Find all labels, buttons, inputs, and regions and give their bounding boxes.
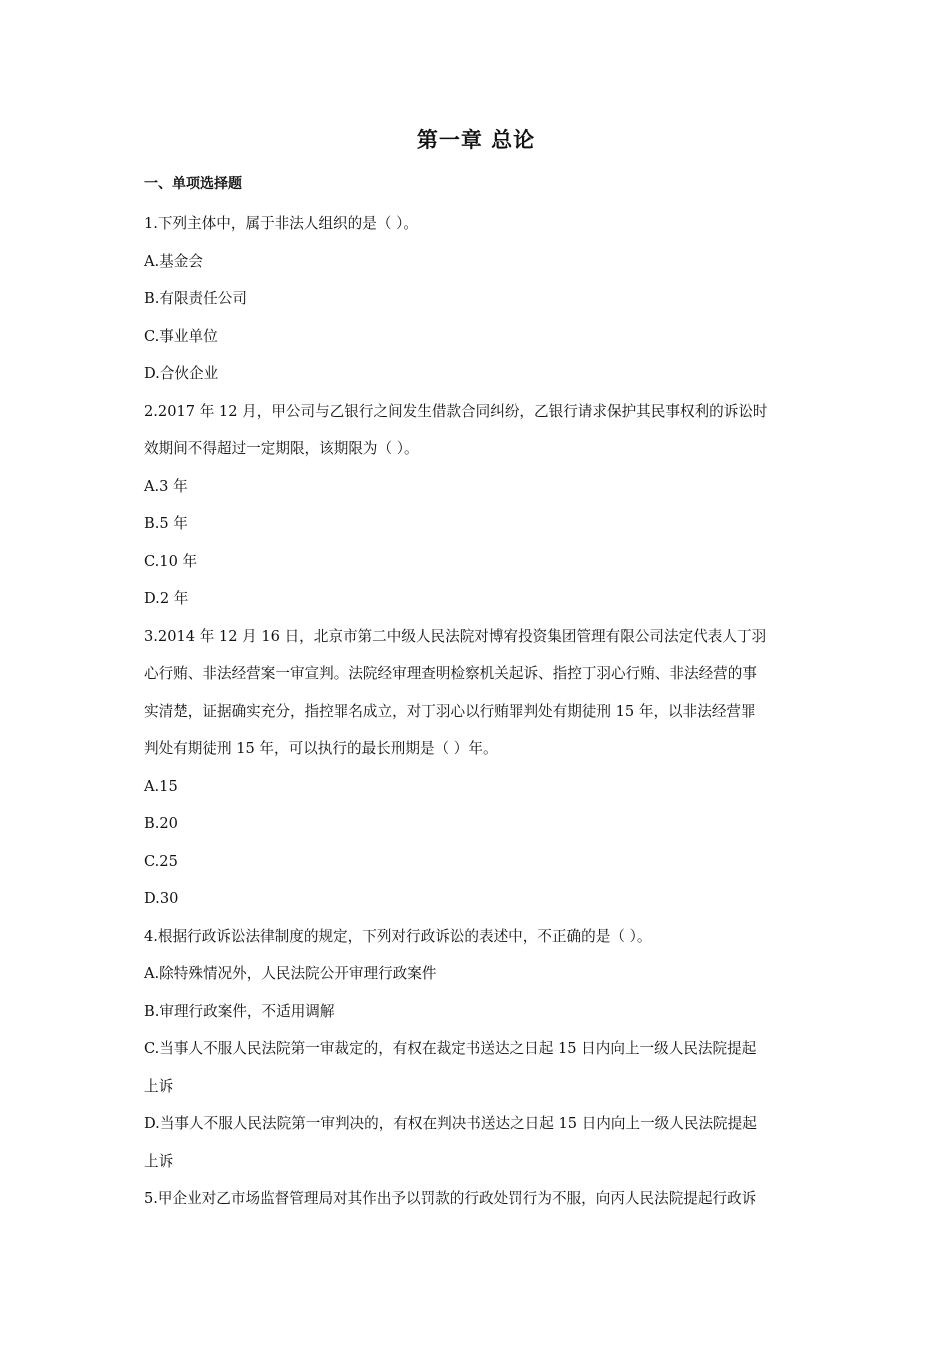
question-2-option-d: D.2 年 [144, 590, 189, 607]
question-2-option-b: B.5 年 [144, 515, 188, 532]
question-3-stem-line-4: 判处有期徒刑 15 年，可以执行的最长刑期是（ ）年。 [144, 740, 498, 757]
question-5-stem-line-1: 5.甲企业对乙市场监督管理局对其作出予以罚款的行政处罚行为不服，向丙人民法院提起行政诉 [144, 1190, 757, 1207]
question-2-stem-line-1: 2.2017 年 12 月，甲公司与乙银行之间发生借款合同纠纷，乙银行请求保护其民事权利的诉讼时 [144, 402, 768, 420]
question-1-option-d: D.合伙企业 [144, 365, 219, 382]
question-2-option-a: A.3 年 [144, 477, 188, 495]
question-4-option-d-line-1: D.当事人不服人民法院第一审判决的，有权在判决书送达之日起 15 日内向上一级人民法院提起 [144, 1115, 757, 1132]
question-3-option-c: C.25 [144, 852, 178, 870]
question-4-option-a: A.除特殊情况外，人民法院公开审理行政案件 [144, 965, 437, 982]
question-3-option-a: A.15 [144, 777, 178, 795]
question-2-stem-line-2: 效期间不得超过一定期限，该期限为（ ）。 [144, 440, 419, 457]
question-3-option-b: B.20 [144, 815, 178, 832]
question-4-stem: 4.根据行政诉讼法律制度的规定，下列对行政诉讼的表述中，不正确的是（ ）。 [144, 927, 652, 945]
question-list [144, 205, 810, 1218]
question-3-stem-line-2: 心行贿、非法经营案一审宣判。法院经审理查明检察机关起诉、指控丁羽心行贿、非法经营的事 [144, 665, 757, 682]
question-4-option-c-line-1: C.当事人不服人民法院第一审裁定的，有权在裁定书送达之日起 15 日内向上一级人民法院提起 [144, 1040, 757, 1057]
chapter-title: 第一章 总论 [416, 128, 536, 152]
question-1-option-b: B.有限责任公司 [144, 290, 247, 307]
question-4-option-c-line-2: 上诉 [144, 1077, 174, 1095]
section-heading: 一、单项选择题 [144, 176, 242, 192]
question-4-option-d-line-2: 上诉 [144, 1152, 174, 1170]
question-1-option-a: A.基金会 [144, 252, 203, 270]
question-1-option-c: C.事业单位 [144, 327, 218, 345]
question-2-option-c: C.10 年 [144, 552, 198, 570]
question-1-stem: 1.下列主体中，属于非法人组织的是（ ）。 [144, 215, 418, 232]
question-3-stem-line-1: 3.2014 年 12 月 16 日，北京市第二中级人民法院对博宥投资集团管理有限公司法定代表人丁羽 [144, 627, 767, 645]
question-3-stem-line-3: 实清楚，证据确实充分，指控罪名成立，对丁羽心以行贿罪判处有期徒刑 15 年，以非法经营罪 [144, 702, 756, 720]
question-4-option-b: B.审理行政案件，不适用调解 [144, 1002, 335, 1020]
question-3-option-d: D.30 [144, 890, 179, 907]
